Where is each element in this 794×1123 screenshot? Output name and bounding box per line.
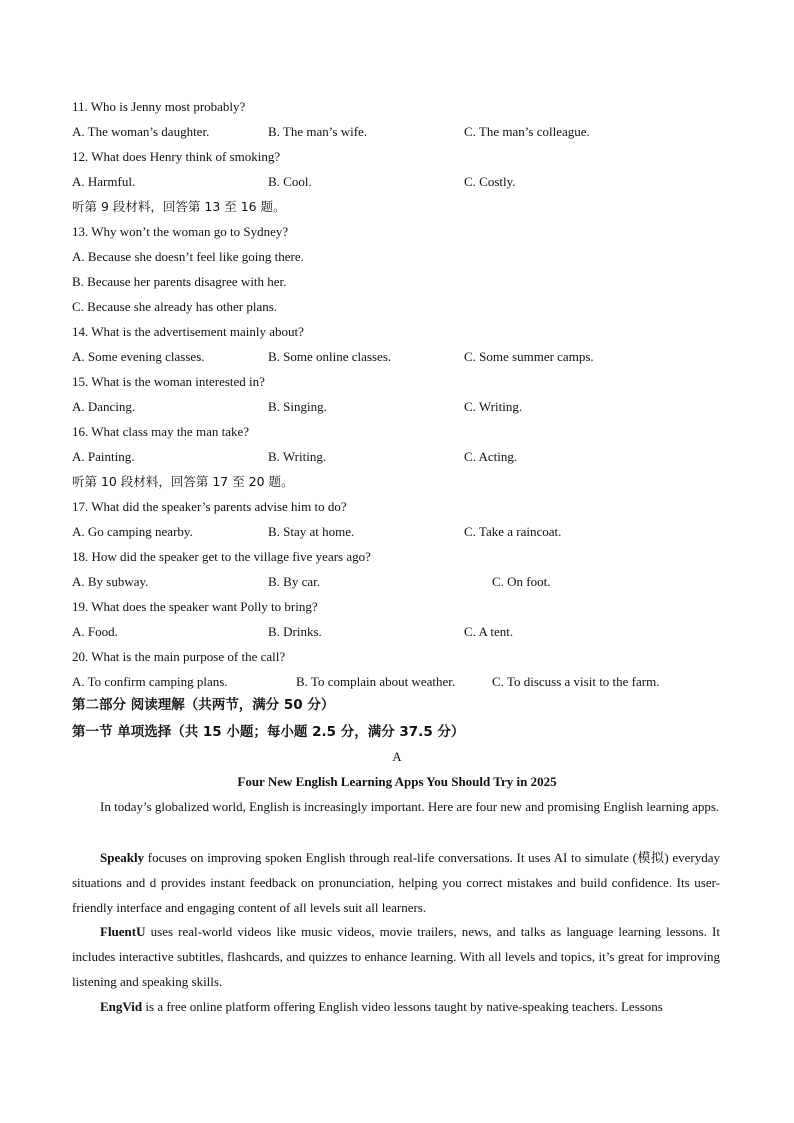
passage-title: Four New English Learning Apps You Should Try in 2025 [237, 774, 557, 789]
question-15-stem: 15. What is the woman interested in? [72, 374, 265, 389]
question-11-option-c: C. The man’s colleague. [464, 124, 590, 139]
app-speakly-text: focuses on improving spoken English through real-life conversations. It uses AI to simulate (模拟) everyday situations and d provides instant feedback on pronunciation, helping you correct mistakes and build confidence. Its user-friendly interface and engaging content of all levels suit all learners. [72, 850, 720, 915]
question-19-option-c: C. A tent. [464, 624, 514, 639]
question-13-option-a: A. Because she doesn’t feel like going there. [72, 249, 304, 264]
app-fluentu-paragraph [72, 919, 720, 994]
question-11-stem: 11. Who is Jenny most probably? [72, 99, 246, 114]
question-16-option-b: B. Writing. [268, 449, 327, 464]
question-16-option-a: A. Painting. [72, 449, 135, 464]
question-19-option-b: B. Drinks. [268, 624, 322, 639]
question-15-option-c: C. Writing. [464, 399, 523, 414]
question-20-option-a: A. To confirm camping plans. [72, 674, 228, 689]
question-17-option-a: A. Go camping nearby. [72, 524, 193, 539]
question-14-option-c: C. Some summer camps. [464, 349, 594, 364]
passage-letter: A [392, 749, 402, 764]
app-engvid-paragraph [72, 994, 720, 1019]
question-16-option-c: C. Acting. [464, 449, 518, 464]
app-speakly-name: Speakly [100, 850, 145, 865]
question-18-option-b: B. By car. [268, 574, 320, 589]
question-14-stem: 14. What is the advertisement mainly about? [72, 324, 304, 339]
question-17-stem: 17. What did the speaker’s parents advise him to do? [72, 499, 347, 514]
question-19-stem: 19. What does the speaker want Polly to bring? [72, 599, 318, 614]
app-fluentu-name: FluentU [100, 924, 146, 939]
question-13-stem: 13. Why won’t the woman go to Sydney? [72, 224, 289, 239]
question-18-option-c: C. On foot. [492, 574, 551, 589]
question-18-option-a: A. By subway. [72, 574, 149, 589]
question-20-stem: 20. What is the main purpose of the call? [72, 649, 286, 664]
question-14-option-a: A. Some evening classes. [72, 349, 205, 364]
question-20-option-b: B. To complain about weather. [296, 674, 456, 689]
question-12-stem: 12. What does Henry think of smoking? [72, 149, 281, 164]
passage-intro: In today’s globalized world, English is increasingly important. Here are four new and promising English learning apps. [100, 799, 720, 814]
question-19-option-a: A. Food. [72, 624, 118, 639]
question-16-stem: 16. What class may the man take? [72, 424, 250, 439]
question-15-option-b: B. Singing. [268, 399, 327, 414]
question-12-option-a: A. Harmful. [72, 174, 136, 189]
question-14-option-b: B. Some online classes. [268, 349, 392, 364]
app-engvid-text: is a free online platform offering English video lessons taught by native-speaking teachers. Lessons [142, 999, 663, 1014]
question-17-option-b: B. Stay at home. [268, 524, 355, 539]
question-12-option-b: B. Cool. [268, 174, 312, 189]
question-11-option-b: B. The man’s wife. [268, 124, 368, 139]
question-20-option-c: C. To discuss a visit to the farm. [492, 674, 660, 689]
question-13-option-b: B. Because her parents disagree with her. [72, 274, 287, 289]
section-1-heading: 第一节 单项选择（共 15 小题；每小题 2.5 分，满分 37.5 分） [72, 724, 465, 740]
app-speakly-paragraph [72, 845, 720, 920]
material-9-instruction: 听第 9 段材料，回答第 13 至 16 题。 [72, 199, 286, 214]
app-engvid-name: EngVid [100, 999, 143, 1014]
question-17-option-c: C. Take a raincoat. [464, 524, 562, 539]
question-15-option-a: A. Dancing. [72, 399, 136, 414]
material-10-instruction: 听第 10 段材料，回答第 17 至 20 题。 [72, 474, 294, 489]
question-12-option-c: C. Costly. [464, 174, 516, 189]
question-13-option-c: C. Because she already has other plans. [72, 299, 278, 314]
part-2-heading: 第二部分 阅读理解（共两节，满分 50 分） [72, 697, 335, 713]
question-11-option-a: A. The woman’s daughter. [72, 124, 210, 139]
question-18-stem: 18. How did the speaker get to the village five years ago? [72, 549, 371, 564]
app-fluentu-text: uses real-world videos like music videos, movie trailers, news, and talks as language learning lessons. It includes interactive subtitles, flashcards, and quizzes to enhance learning. With all levels and topics, it’s great for improving listening and speaking skills. [72, 924, 720, 989]
